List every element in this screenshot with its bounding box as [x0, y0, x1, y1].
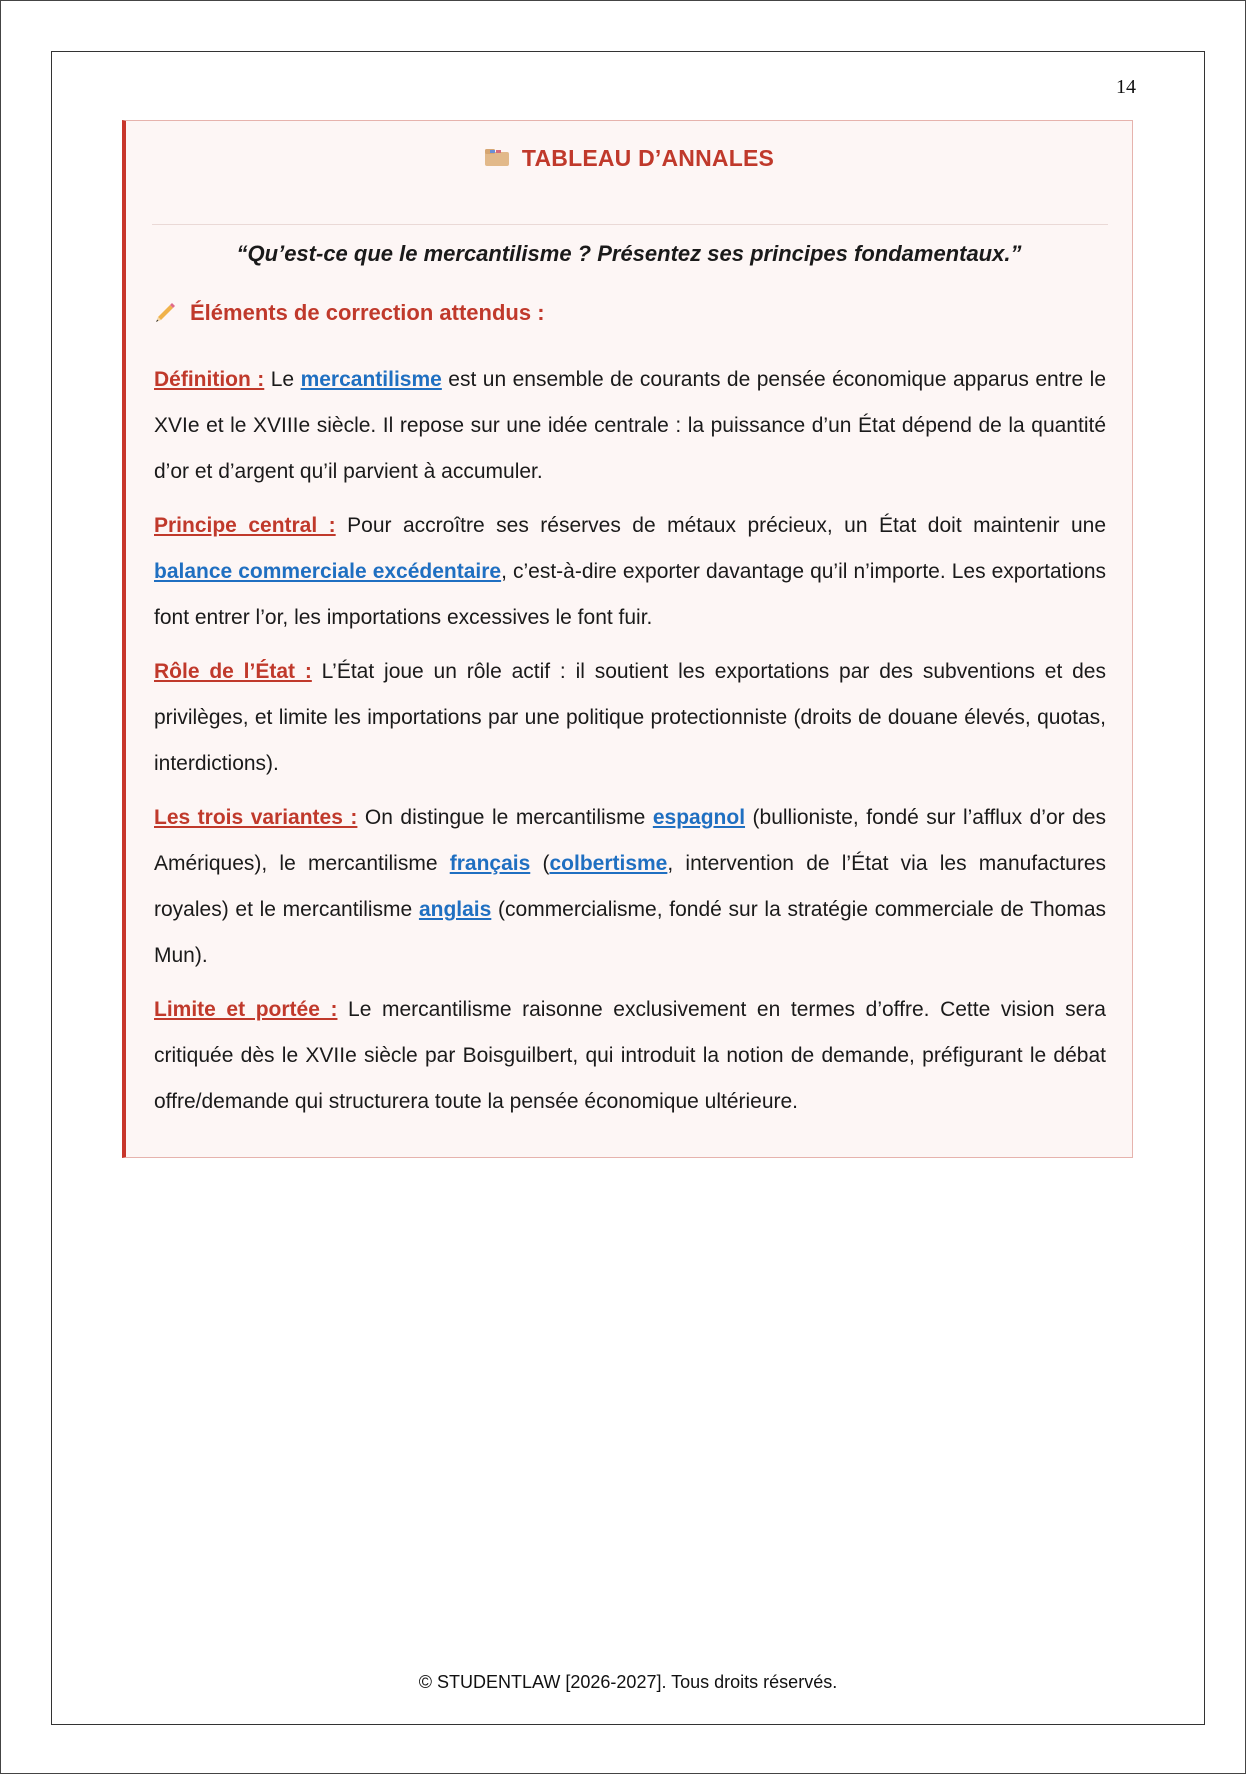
- text-run: , intervention de l’État via les manufactures royales) et le mercantilisme: [154, 852, 1107, 921]
- paragraph-principe: [154, 503, 1106, 641]
- term-link[interactable]: espagnol: [652, 806, 746, 829]
- text-run: L’État joue un rôle actif : il soutient les exportations par des subventions et des privilèges, et limite les importations par une politique protectionniste (droits de douane élevés, quotas, interdictions).: [154, 660, 1106, 775]
- text-run: Le: [264, 368, 301, 391]
- divider: [152, 224, 1108, 225]
- term-link[interactable]: français: [449, 852, 531, 875]
- term-link[interactable]: anglais: [418, 898, 492, 921]
- folder-icon: [484, 147, 510, 167]
- paragraph-variantes: [154, 795, 1106, 979]
- text-run: On distingue le mercantilisme: [357, 806, 653, 829]
- term-link[interactable]: balance commerciale excédentaire: [154, 560, 502, 583]
- section-label: Définition :: [154, 368, 265, 391]
- term-link[interactable]: colbertisme: [549, 852, 668, 875]
- pencil-icon: [154, 299, 178, 323]
- text-run: , c’est-à-dire exporter davantage qu’il n’importe. Les exportations font entrer l’or, les importations excessives le font fuir.: [154, 560, 1107, 629]
- paragraph-role: [154, 649, 1106, 787]
- term-link[interactable]: mercantilisme: [300, 368, 442, 391]
- section-label: Les trois variantes :: [154, 806, 358, 829]
- section-label: Rôle de l’État :: [154, 660, 312, 683]
- paragraph-limite: [154, 987, 1106, 1125]
- section-label: Principe central :: [154, 514, 336, 537]
- section-label: Limite et portée :: [154, 998, 338, 1021]
- box-title: [126, 145, 1132, 172]
- text-run: (: [530, 852, 550, 875]
- paragraph-definition: [154, 357, 1106, 495]
- corrections-heading: [154, 299, 545, 326]
- document-page: [51, 51, 1205, 1725]
- exam-question: “Qu’est-ce que le mercantilisme ? Présentez ses principes fondamentaux.”: [236, 241, 1022, 266]
- corrections-heading-text: Éléments de correction attendus :: [190, 300, 545, 325]
- text-run: Pour accroître ses réserves de métaux précieux, un État doit maintenir une: [335, 514, 1106, 537]
- text-run: (commercialisme, fondé sur la stratégie commerciale de Thomas Mun).: [154, 898, 1107, 967]
- annales-box: [122, 120, 1133, 1158]
- text-run: Le mercantilisme raisonne exclusivement en termes d’offre. Cette vision sera critiquée dès le XVIIe siècle par Boisguilbert, qui introduit la notion de demande, préfigurant le débat offre/demande qui structurera toute la pensée économique ultérieure.: [154, 998, 1106, 1113]
- content: [154, 357, 1106, 1133]
- box-title-text: TABLEAU D’ANNALES: [521, 145, 775, 171]
- text-run: est un ensemble de courants de pensée économique apparus entre le XVIe et le XVIIIe siècle. Il repose sur une idée centrale : la puissance d’un État dépend de la quantité d’or et d’argent qu’il parvient à accumuler.: [154, 368, 1107, 483]
- page-number: 14: [1116, 76, 1136, 98]
- text-run: (bullioniste, fondé sur l’afflux d’or des Amériques), le mercantilisme: [154, 806, 1106, 875]
- copyright-footer: © STUDENTLAW [2026-2027]. Tous droits réservés.: [418, 1672, 838, 1692]
